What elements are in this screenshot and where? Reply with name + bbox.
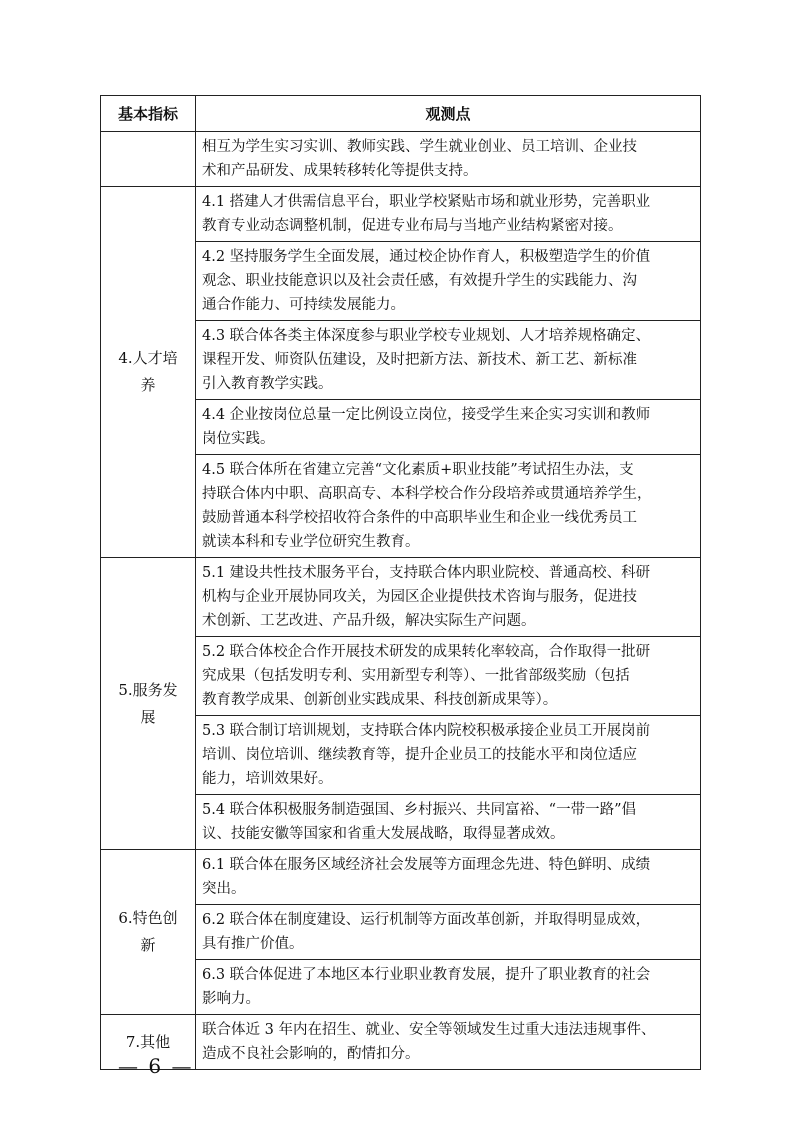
indicator-label-line: 7.其他 (125, 1032, 171, 1051)
observation-point-line: 引入教育教学实践。 (202, 376, 333, 392)
observation-point-line: 6.2 联合体在制度建设、运行机制等方面改革创新，并取得明显成效， (202, 912, 651, 928)
observation-point-line: 鼓励普通本科学校招收符合条件的中高职毕业生和企业一线优秀员工 (202, 510, 637, 526)
observation-point-line: 突出。 (202, 881, 246, 897)
observation-point-line: 5.3 联合制订培训规划，支持联合体内院校积极承接企业员工开展岗前 (202, 723, 651, 739)
observation-point-line: 术创新、工艺改进、产品升级，解决实际生产问题。 (202, 613, 536, 629)
observation-point-line: 造成不良社会影响的，酌情扣分。 (202, 1046, 420, 1062)
observation-point-line: 5.1 建设共性技术服务平台，支持联合体内职业院校、普通高校、科研 (202, 565, 651, 581)
observation-point-line: 观念、职业技能意识以及社会责任感，有效提升学生的实践能力、沟 (202, 273, 637, 289)
indicator-label-line: 6.特色创 (118, 909, 178, 927)
indicator-cell (101, 132, 196, 187)
observation-point-line: 具有推广价值。 (202, 936, 304, 952)
observation-point-cell (196, 558, 701, 637)
indicator-label-line: 展 (140, 707, 156, 726)
observation-point-cell (196, 637, 701, 716)
observation-point-cell (196, 960, 701, 1015)
observation-point-line: 6.1 联合体在服务区域经济社会发展等方面理念先进、特色鲜明、成绩 (202, 857, 651, 873)
table-header-row (101, 96, 701, 132)
observation-point-line: 4.1 搭建人才供需信息平台，职业学校紧贴市场和就业形势，完善职业 (202, 194, 651, 210)
observation-point-line: 4.2 坚持服务学生全面发展，通过校企协作育人，积极塑造学生的价值 (202, 249, 651, 265)
observation-point-cell (196, 850, 701, 905)
observation-point-line: 课程开发、师资队伍建设，及时把新方法、新技术、新工艺、新标准 (202, 352, 637, 368)
observation-point-line: 就读本科和专业学位研究生教育。 (202, 534, 420, 550)
indicator-label-line: 新 (140, 936, 156, 954)
indicator-cell (101, 187, 196, 558)
indicator-table (100, 95, 701, 1070)
observation-point-line: 4.4 企业按岗位总量一定比例设立岗位，接受学生来企实习实训和教师 (202, 407, 651, 423)
indicator-cell (101, 558, 196, 850)
indicator-label-line: 5.服务发 (118, 680, 178, 699)
indicator-cell (101, 850, 196, 1015)
observation-point-cell (196, 321, 701, 400)
table-row (101, 558, 701, 637)
observation-point-line: 5.4 联合体积极服务制造强国、乡村振兴、共同富裕、“一带一路”倡 (202, 802, 636, 818)
observation-point-line: 6.3 联合体促进了本地区本行业职业教育发展，提升了职业教育的社会 (202, 967, 651, 983)
observation-point-cell (196, 795, 701, 850)
observation-point-cell (196, 242, 701, 321)
observation-point-cell (196, 1015, 701, 1070)
observation-point-cell (196, 716, 701, 795)
observation-point-line: 影响力。 (202, 991, 260, 1007)
observation-point-line: 议、技能安徽等国家和省重大发展战略，取得显著成效。 (202, 826, 565, 842)
observation-point-line: 机构与企业开展协同攻关，为园区企业提供技术咨询与服务，促进技 (202, 589, 637, 605)
observation-point-cell (196, 455, 701, 558)
table-row (101, 850, 701, 905)
table-row (101, 132, 701, 187)
observation-point-line: 通合作能力、可持续发展能力。 (202, 297, 405, 313)
observation-point-line: 4.3 联合体各类主体深度参与职业学校专业规划、人才培养规格确定、 (202, 328, 651, 344)
observation-point-line: 术和产品研发、成果转移转化等提供支持。 (202, 163, 478, 179)
observation-point-line: 联合体近 3 年内在招生、就业、安全等领域发生过重大违法违规事件、 (202, 1022, 656, 1038)
observation-point-line: 5.2 联合体校企合作开展技术研发的成果转化率较高，合作取得一批研 (202, 644, 651, 660)
observation-point-cell (196, 187, 701, 242)
observation-point-line: 岗位实践。 (202, 431, 275, 447)
observation-point-line: 培训、岗位培训、继续教育等，提升企业员工的技能水平和岗位适应 (202, 747, 637, 763)
table-body (101, 132, 701, 1070)
observation-point-cell (196, 905, 701, 960)
table-row (101, 187, 701, 242)
header-observation-points: 观测点 (196, 96, 701, 132)
indicator-label-line: 4.人才培 (118, 349, 178, 367)
observation-point-line: 教育教学成果、创新创业实践成果、科技创新成果等）。 (202, 692, 558, 708)
observation-point-line: 教育专业动态调整机制，促进专业布局与当地产业结构紧密对接。 (202, 218, 623, 234)
observation-point-line: 相互为学生实习实训、教师实践、学生就业创业、员工培训、企业技 (202, 139, 637, 155)
observation-point-cell (196, 400, 701, 455)
page-number: — 6 — (118, 1054, 194, 1078)
observation-point-line: 持联合体内中职、高职高专、本科学校合作分段培养或贯通培养学生， (202, 486, 652, 502)
observation-point-cell (196, 132, 701, 187)
observation-point-line: 能力，培训效果好。 (202, 771, 333, 787)
observation-point-line: 究成果（包括发明专利、实用新型专利等）、一批省部级奖励（包括 (202, 668, 630, 684)
header-indicator: 基本指标 (101, 96, 196, 132)
observation-point-line: 4.5 联合体所在省建立完善“文化素质+职业技能”考试招生办法，支 (202, 462, 634, 478)
indicator-label-line: 养 (140, 376, 156, 394)
